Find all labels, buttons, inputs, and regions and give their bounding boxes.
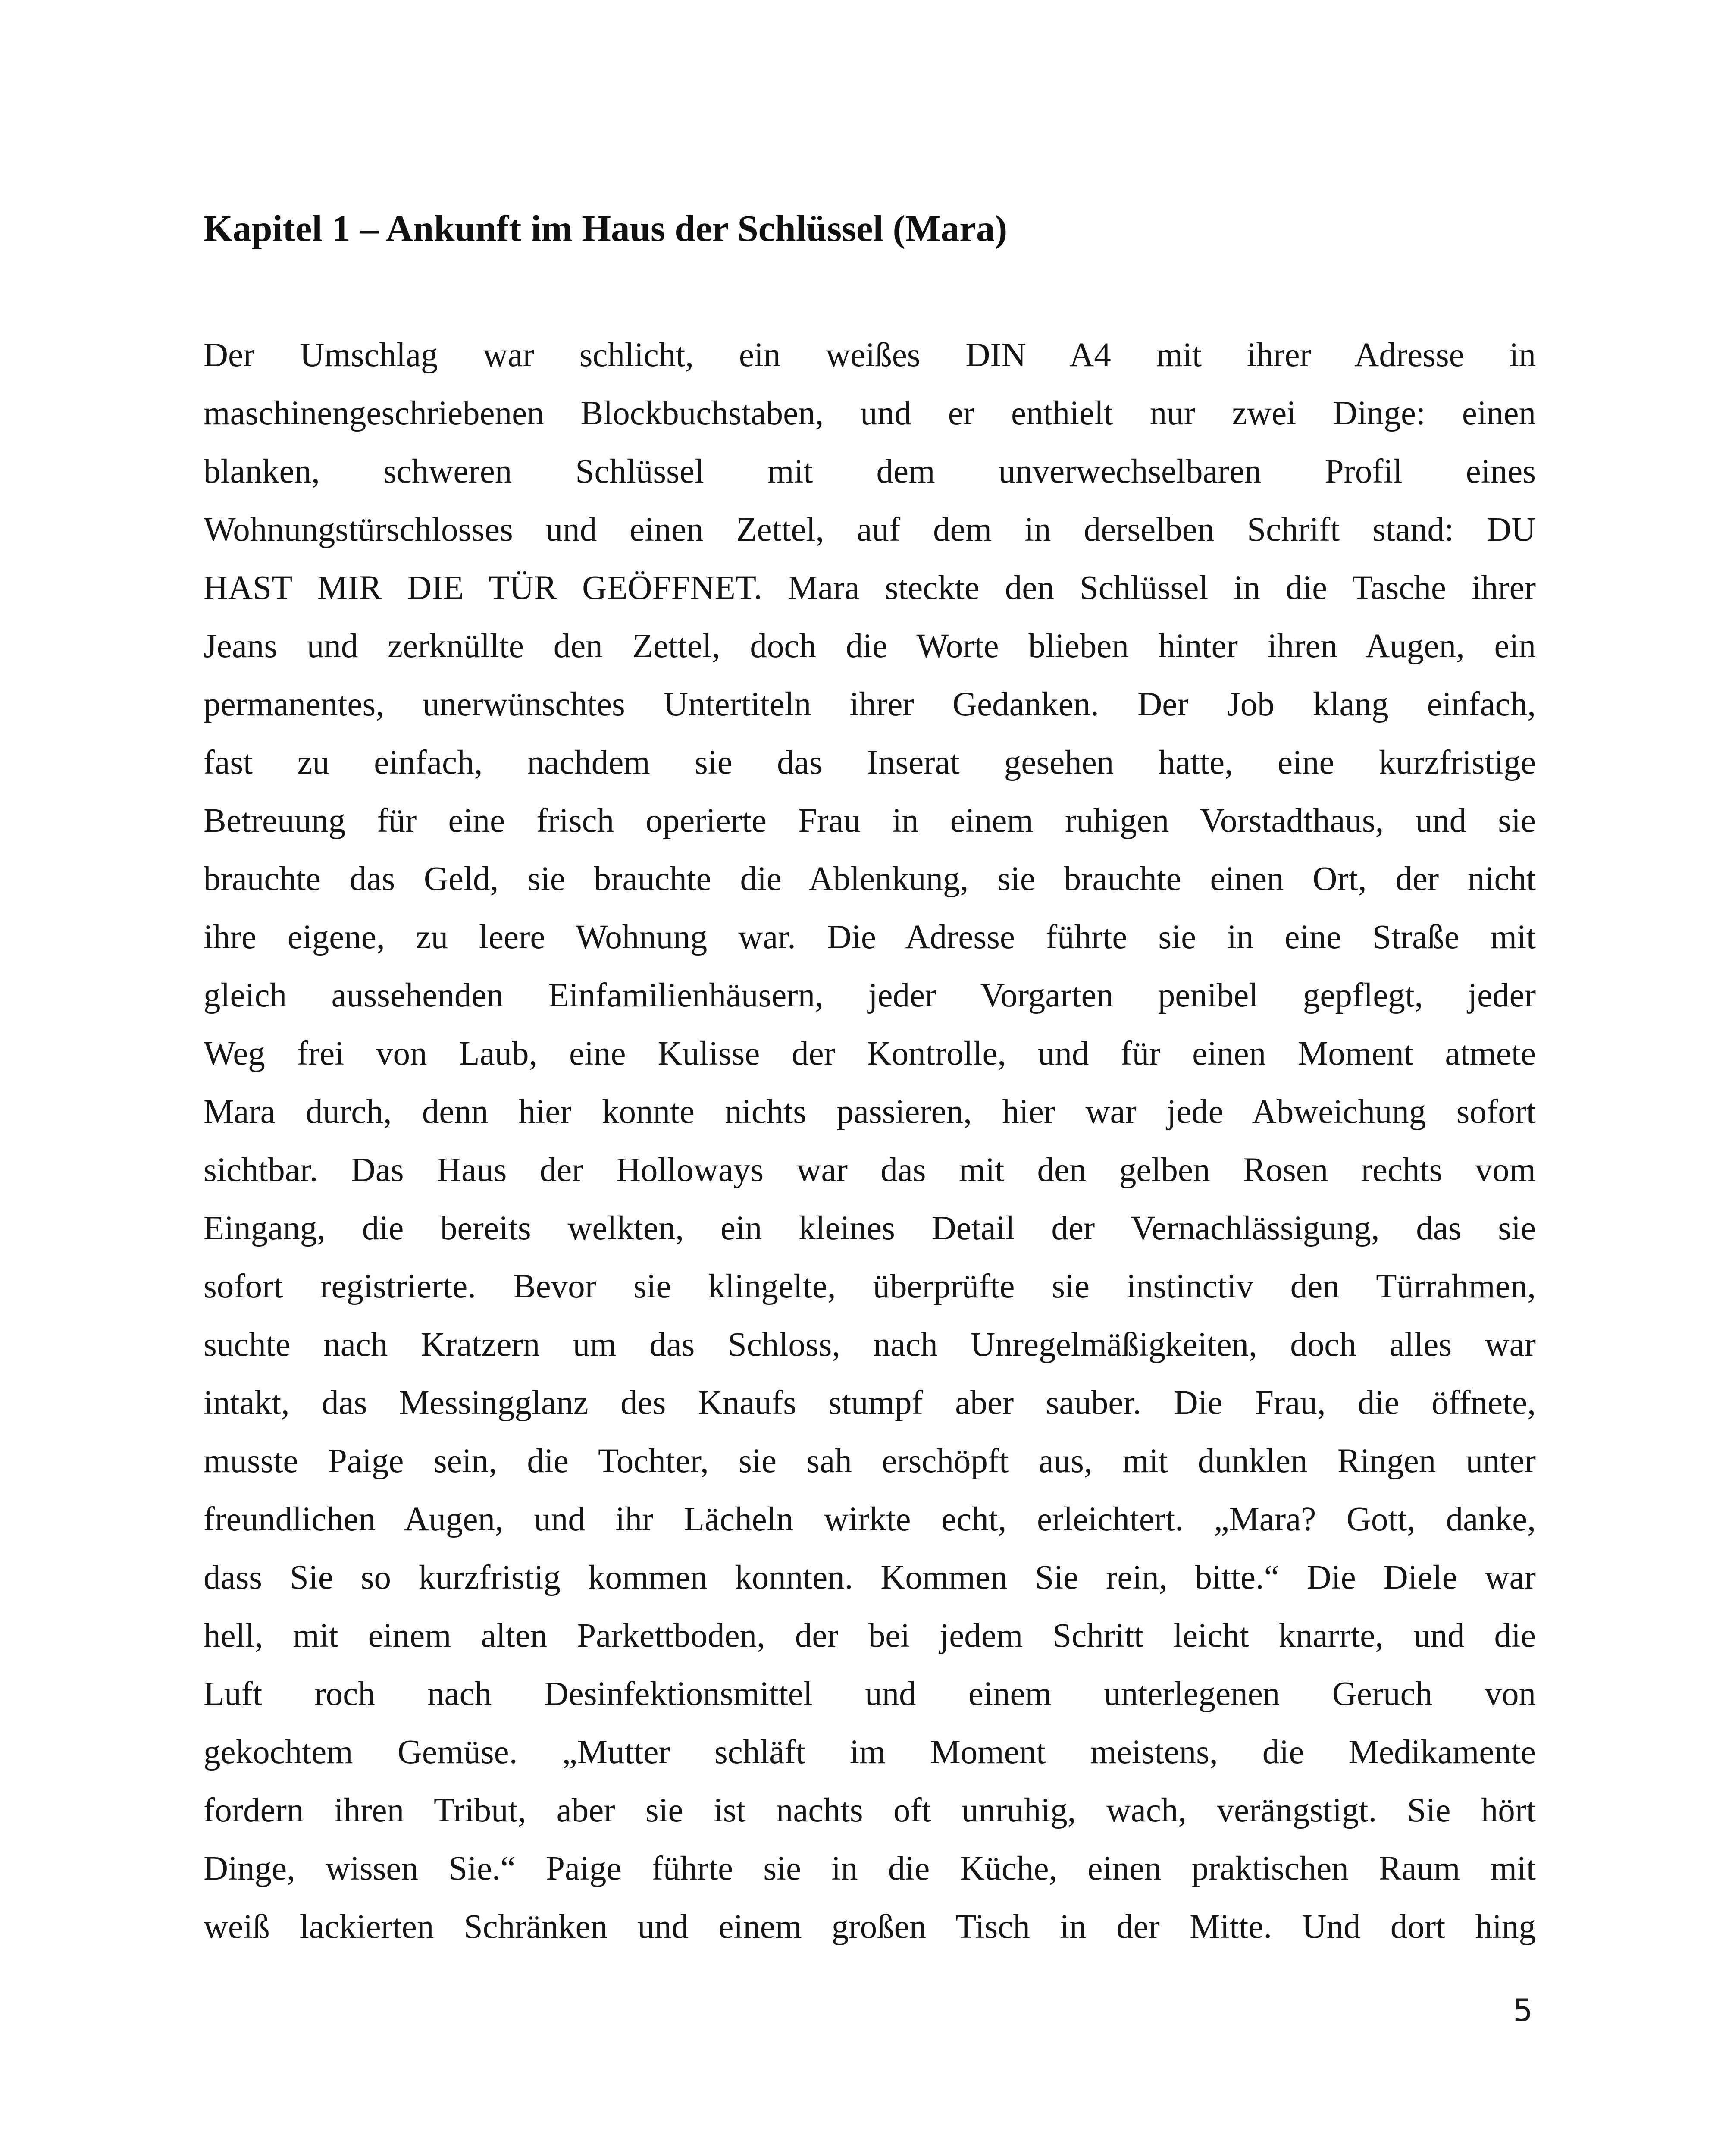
body-line: suchte nach Kratzern um das Schloss, nach Unregelmäßigkeiten, doch alles war [204,1326,1536,1363]
body-line: Dinge, wissen Sie.“ Paige führte sie in die Küche, einen praktischen Raum mit [204,1850,1536,1887]
page-number: 5 [1513,1992,1533,2028]
body-line: fast zu einfach, nachdem sie das Inserat gesehen hatte, eine kurzfristige [204,744,1536,781]
body-line: freundlichen Augen, und ihr Lächeln wirkte echt, erleichtert. „Mara? Gott, danke, [204,1501,1536,1538]
body-line: sichtbar. Das Haus der Holloways war das mit den gelben Rosen rechts vom [204,1151,1536,1189]
body-line: gekochtem Gemüse. „Mutter schläft im Moment meistens, die Medikamente [204,1733,1536,1771]
body-line: blanken, schweren Schlüssel mit dem unverwechselbaren Profil eines [204,453,1536,490]
body-line: dass Sie so kurzfristig kommen konnten. Kommen Sie rein, bitte.“ Die Diele war [204,1559,1536,1596]
body-line: Jeans und zerknüllte den Zettel, doch die Worte blieben hinter ihren Augen, ein [204,627,1536,665]
body-line: Eingang, die bereits welkten, ein kleines Detail der Vernachlässigung, das sie [204,1210,1536,1247]
body-line: Wohnungstürschlosses und einen Zettel, auf dem in derselben Schrift stand: DU [204,511,1536,548]
body-line: ihre eigene, zu leere Wohnung war. Die Adresse führte sie in eine Straße mit [204,918,1536,956]
body-line: brauchte das Geld, sie brauchte die Ablenkung, sie brauchte einen Ort, der nicht [204,860,1536,898]
body-text [204,326,1536,1956]
body-line: musste Paige sein, die Tochter, sie sah erschöpft aus, mit dunklen Ringen unter [204,1442,1536,1480]
body-line: Betreuung für eine frisch operierte Frau in einem ruhigen Vorstadthaus, und sie [204,802,1536,840]
body-line: Der Umschlag war schlicht, ein weißes DIN A4 mit ihrer Adresse in [204,336,1536,374]
body-line: Mara durch, denn hier konnte nichts passieren, hier war jede Abweichung sofort [204,1093,1536,1131]
body-line: fordern ihren Tribut, aber sie ist nachts oft unruhig, wach, verängstigt. Sie hört [204,1792,1536,1829]
body-line: weiß lackierten Schränken und einem großen Tisch in der Mitte. Und dort hing [204,1908,1536,1946]
chapter-title: Kapitel 1 – Ankunft im Haus der Schlüssel (Mara) [204,207,1008,249]
body-line: permanentes, unerwünschtes Untertiteln ihrer Gedanken. Der Job klang einfach, [204,686,1536,723]
body-line: maschinengeschriebenen Blockbuchstaben, und er enthielt nur zwei Dinge: einen [204,395,1536,432]
body-line: sofort registrierte. Bevor sie klingelte, überprüfte sie instinctiv den Türrahmen, [204,1268,1536,1305]
body-line: gleich aussehenden Einfamilienhäusern, jeder Vorgarten penibel gepflegt, jeder [204,977,1536,1014]
body-line: Luft roch nach Desinfektionsmittel und einem unterlegenen Geruch von [204,1675,1536,1713]
body-line: hell, mit einem alten Parkettboden, der bei jedem Schritt leicht knarrte, und die [204,1617,1536,1655]
body-line: HAST MIR DIE TÜR GEÖFFNET. Mara steckte den Schlüssel in die Tasche ihrer [204,569,1536,607]
body-line: intakt, das Messingglanz des Knaufs stumpf aber sauber. Die Frau, die öffnete, [204,1384,1536,1422]
body-line: Weg frei von Laub, eine Kulisse der Kontrolle, und für einen Moment atmete [204,1035,1536,1072]
